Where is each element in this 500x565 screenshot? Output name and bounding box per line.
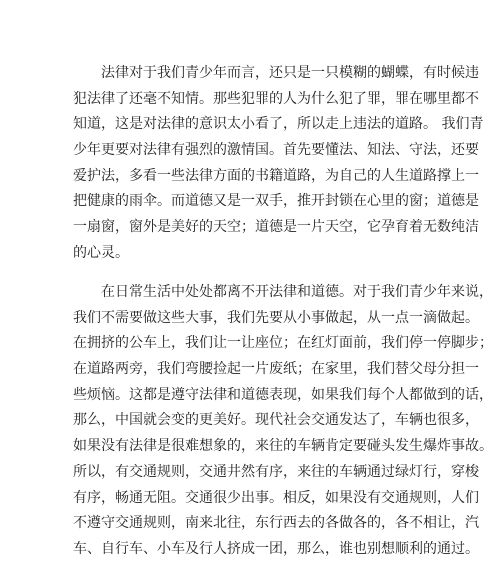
paragraph-law: [73, 61, 484, 267]
text-line: 些烦恼。这都是遵守法律和道德表现，如果我们每个人都做到的话，: [73, 386, 493, 403]
text-line: 爱护法，多看一些法律方面的书籍道路，为自己的人生道路撑上一: [73, 167, 479, 184]
text-line: 一扇窗，窗外是美好的天空；道德是一片天空，它孕育着无数纯洁: [73, 219, 479, 236]
text-line: 知道，这是对法律的意识太小看了，所以走上违法的道路。 我们青: [73, 116, 484, 133]
paragraph-daily-life: [73, 280, 493, 563]
text-line: 在道路两旁，我们弯腰捡起一片废纸；在家里，我们替父母分担一: [73, 361, 479, 378]
text-line: 的心灵。: [73, 244, 129, 261]
text-line: 我们不需要做这些大事，我们先要从小事做起，从一点一滴做起。: [73, 309, 479, 326]
text-line: 所以，有交通规则，交通井然有序，来往的车辆通过绿灯行，穿梭: [73, 463, 479, 480]
text-line: 有序，畅通无阻。交通很少出事。相反，如果没有交通规则，人们: [73, 489, 479, 506]
text-line: 法律对于我们青少年而言，还只是一只模糊的蝴蝶，有时候违: [73, 65, 479, 81]
text-line: 在日常生活中处处都离不开法律和道德。对于我们青少年来说，: [73, 284, 493, 300]
text-line: 犯法律了还毫不知情。那些犯罪的人为什么犯了罪，罪在哪里都不: [73, 90, 479, 107]
text-line: 那么，中国就会变的更美好。现代社会交通发达了，车辆也很多，: [73, 412, 479, 429]
text-line: 如果没有法律是很难想象的，来往的车辆肯定要碰头发生爆炸事故。: [73, 438, 493, 455]
text-line: 在拥挤的公车上，我们让一让座位；在红灯面前，我们停一停脚步；: [73, 335, 493, 352]
text-line: 少年更要对法律有强烈的激情国。首先要懂法、知法、守法，还要: [73, 142, 479, 159]
text-line: 不遵守交通规则，南来北往，东行西去的各做各的，各不相让，汽: [73, 515, 479, 532]
text-line: 把健康的雨伞。而道德又是一双手，推开封锁在心里的窗；道德是: [73, 193, 479, 210]
text-line: 车、自行车、小车及行人挤成一团，那么，谁也别想顺利的通过。: [73, 540, 479, 557]
